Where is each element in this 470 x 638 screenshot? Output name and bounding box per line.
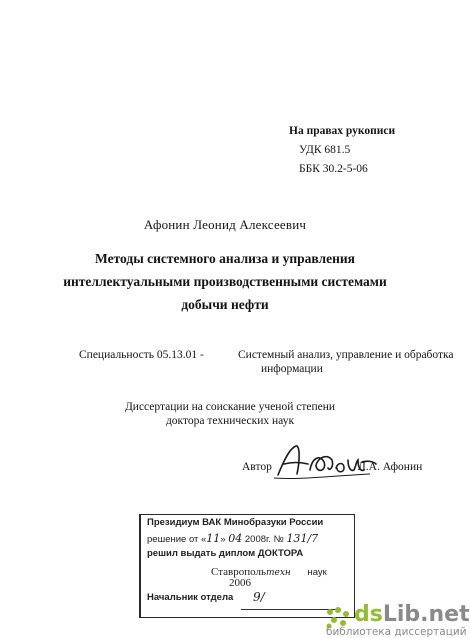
stamp-line-5: 2006 — [229, 577, 251, 589]
stamp-line-2: решение от «11» 04 2008г. № 131/7 — [147, 532, 319, 545]
logo-brand: dsLib.net — [354, 602, 470, 627]
thesis-title-line-3: добычи нефти — [181, 297, 269, 312]
udk-code: УДК 681.5 — [299, 144, 351, 156]
bbk-code: ББК 30.2-5-06 — [299, 163, 368, 175]
signature-label: Автор — [242, 461, 272, 473]
stamp-handwritten-number: 9/ — [253, 590, 265, 604]
signature-name: Л.А. Афонин — [358, 461, 423, 473]
stamp-line-6: Начальник отдела — [147, 592, 234, 603]
dslib-logo — [290, 590, 470, 638]
thesis-title-line-1: Методы системного анализа и управления — [95, 251, 355, 266]
specialty-description-line-1: Системный анализ, управление и обработка — [238, 349, 454, 361]
dissertation-line-1: Диссертации на соискание ученой степени — [124, 401, 336, 413]
stamp-line-4: Ставропольтехн наук — [211, 566, 327, 578]
specialty-label: Специальность 05.13.01 - — [79, 349, 204, 361]
author-name: Афонин Леонид Алексеевич — [143, 217, 307, 232]
specialty-description-line-2: информации — [261, 363, 323, 375]
manuscript-rights: На правах рукописи — [289, 125, 396, 137]
stamp-line-1: Президиум ВАК Минобразуки России — [147, 517, 324, 528]
stamp-line-3: решил выдать диплом ДОКТОРА — [147, 548, 304, 559]
logo-tagline: библиотека диссертаций — [326, 626, 467, 638]
thesis-title-line-2: интеллектуальными производственными системами — [63, 274, 387, 289]
dissertation-line-2: доктора технических наук — [165, 415, 295, 427]
